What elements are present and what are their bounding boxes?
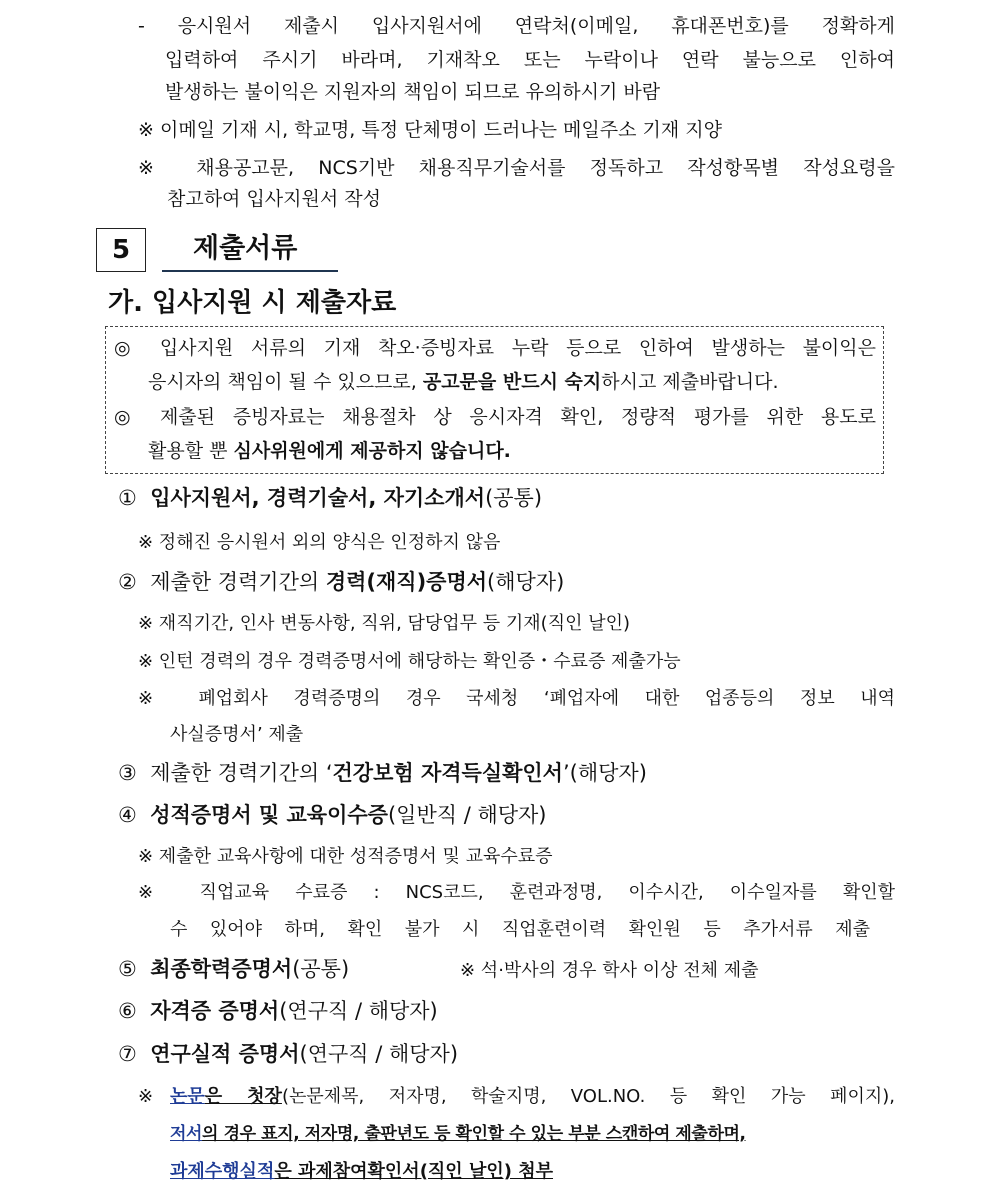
list-item: ⑥ 자격증 증명서(연구직 / 해당자) <box>118 999 438 1023</box>
subheading: 가. 입사지원 시 제출자료 <box>108 288 397 318</box>
note-text: ※ 폐업회사 경력증명의 경우 국세청 ‘폐업자에 대한 업종등의 정보 내역 <box>138 688 895 709</box>
list-item: ③ 제출한 경력기간의 ‘건강보험 자격득실확인서’(해당자) <box>118 761 647 785</box>
notice-paragraph: 활용할 뿐 심사위원에게 제공하지 않습니다. <box>148 440 511 462</box>
note-text: 참고하여 입사지원서 작성 <box>167 188 381 210</box>
note-text: ※ 정해진 응시원서 외의 양식은 인정하지 않음 <box>138 532 501 553</box>
list-item: ② 제출한 경력기간의 경력(재직)증명서(해당자) <box>118 570 565 594</box>
note-text: 저서의 경우 표지, 저자명, 출판년도 등 확인할 수 있는 부분 스캔하여 제출하며, <box>170 1124 746 1144</box>
note-text: ※ 석·박사의 경우 학사 이상 전체 제출 <box>460 960 759 981</box>
note-text: ※ 이메일 기재 시, 학교명, 특정 단체명이 드러나는 메일주소 기재 지양 <box>138 119 722 141</box>
note-text: ※ 인턴 경력의 경우 경력증명서에 해당하는 확인증・수료증 제출가능 <box>138 651 681 672</box>
note-text: ※ 채용공고문, NCS기반 채용직무기술서를 정독하고 작성항목별 작성요령을 <box>138 157 895 179</box>
list-item: ⑦ 연구실적 증명서(연구직 / 해당자) <box>118 1042 459 1066</box>
notice-paragraph: 응시자의 책임이 될 수 있으므로, 공고문을 반드시 숙지하시고 제출바랍니다. <box>148 371 779 393</box>
section-number-box: 5 <box>96 228 146 272</box>
note-text: ※ 직업교육 수료증 : NCS코드, 훈련과정명, 이수시간, 이수일자를 확인할 <box>138 882 895 903</box>
list-item: ⑤ 최종학력증명서(공통) <box>118 957 350 981</box>
note-text: 사실증명서’ 제출 <box>170 724 304 745</box>
note-text: ※ 제출한 교육사항에 대한 성적증명서 및 교육수료증 <box>138 846 553 867</box>
list-item: ① 입사지원서, 경력기술서, 자기소개서(공통) <box>118 486 543 510</box>
note-text: 과제수행실적은 과제참여확인서(직인 날인) 첨부 <box>170 1161 554 1182</box>
list-item: ④ 성적증명서 및 교육이수증(일반직 / 해당자) <box>118 803 547 827</box>
note-mark: ※ <box>138 1086 154 1107</box>
note-text: 논문은 첫장(논문제목, 저자명, 학술지명, VOL.NO. 등 확인 가능 페이지), <box>170 1086 895 1107</box>
note-text: 수 있어야 하며, 확인 불가 시 직업훈련이력 확인원 등 추가서류 제출 <box>170 919 870 940</box>
notice-paragraph: ◎ 입사지원 서류의 기재 착오·증빙자료 누락 등으로 인하여 발생하는 불이익은 <box>114 337 876 359</box>
notice-text: 발생하는 불이익은 지원자의 책임이 되므로 유의하시기 바람 <box>165 81 661 103</box>
notice-paragraph: ◎ 제출된 증빙자료는 채용절차 상 응시자격 확인, 정량적 평가를 위한 용도로 <box>114 406 876 428</box>
notice-text: 입력하여 주시기 바라며, 기재착오 또는 누락이나 연락 불능으로 인하여 <box>165 49 895 71</box>
notice-text: - 응시원서 제출시 입사지원서에 연락처(이메일, 휴대폰번호)를 정확하게 <box>138 15 895 37</box>
section-title: 제출서류 <box>162 228 338 272</box>
note-text: ※ 재직기간, 인사 변동사항, 직위, 담당업무 등 기재(직인 날인) <box>138 613 630 634</box>
